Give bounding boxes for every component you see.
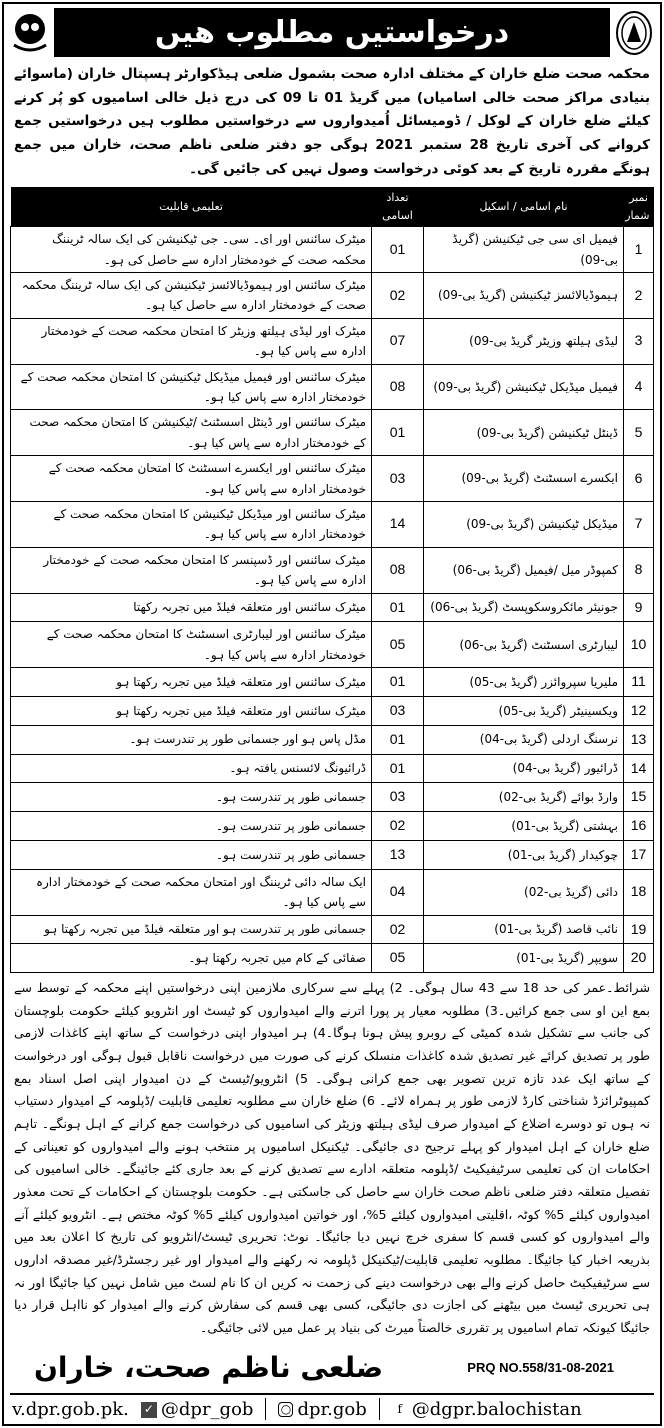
table-row	[11, 725, 654, 754]
count-cell: 02	[372, 915, 424, 944]
qualification-cell: جسمانی طور پر تندرست ہو۔	[11, 812, 372, 841]
twitter-handle[interactable]	[141, 1398, 254, 1421]
qualification-cell: جسمانی طور پر تندرست ہو۔	[11, 783, 372, 812]
divider	[265, 1398, 266, 1420]
table-row	[11, 754, 654, 783]
table-row	[11, 318, 654, 364]
qualification-cell: جسمانی طور پر تندرست ہو اور متعلقہ فیلڈ میں تجربہ رکھتا ہو	[11, 915, 372, 944]
qualification-cell: میٹرک سائنس اور لیبارٹری اسسٹنٹ کا امتحان محکمہ صحت کے خودمختار ادارہ سے پاس کیا ہو۔	[11, 622, 372, 668]
post-cell: نرسنگ اردلی (گریڈ بی-04)	[424, 725, 624, 754]
intro-paragraph: محکمہ صحت ضلع خاران کے مختلف ادارہ صحت بشمول ضلعی ہیڈکوارٹر ہسپتال خاران (ماسوائے بنیادی مراکز صحت خالی اسامیاں) میں گریڈ 01 تا 09 کی درج ذیل خالی اسامیوں کو پُر کرنے کیلئے ضلع خاران کے لوکل / ڈومیسائل اُمیدواروں سے درخواستیں مطلوب ہیں درخواستیں جمع کروانے کی آخری تاریخ 28 ستمبر 2021 ہوگی جو دفتر ضلعی ناظم صحت، خاران میں جمع ہونگے مقررہ تاریخ کے بعد کوئی درخواست وصول نہیں کی جائیں گی۔	[14, 66, 651, 177]
serial-cell: 19	[624, 915, 654, 944]
serial-cell: 4	[624, 364, 654, 410]
serial-cell: 14	[624, 754, 654, 783]
post-cell: وارڈ بوائے (گریڈ بی-02)	[424, 783, 624, 812]
count-cell: 01	[372, 668, 424, 697]
qualification-cell: میٹرک سائنس اور ڈسپنسر کا امتحان محکمہ صحت کے خودمختار ادارہ سے پاس کیا ہو۔	[11, 547, 372, 593]
post-cell: بہشتی (گریڈ بی-01)	[424, 812, 624, 841]
header-count: تعداد اسامی	[372, 187, 424, 227]
facebook-handle[interactable]	[392, 1398, 582, 1421]
count-cell: 03	[372, 783, 424, 812]
website-link[interactable]: v.dpr.gob.pk.	[12, 1398, 129, 1420]
terms-and-conditions: شرائط۔عمر کی حد 18 سے 43 سال ہوگی۔ 2) پہلے سے سرکاری ملازمین اپنی درخواستیں اپنے محکمہ کے توسط سے بمع این او سی جمع کرائیں۔3) مطلوبہ معیار پر پورا اترنے والے امیدواروں کو ٹیسٹ اور انٹرویو کیلئے حکومت بلوچستان کی جانب سے تشکیل شدہ کمیٹی کے روبرو پیش ہونا ہوگا۔4) ہر امیدوار اپنی درخواست کے ساتھ اپنے کاغذات لازمی طور پر تصدیق کرائے غیر تصدیق شدہ کاغذات منسلک کرنے کی صورت میں درخواست ناقابل قبول ہوگی اور درخواست کے ساتھ ایک عدد تازہ ترین تصویر بھی جمع کرانی ہوگی۔ 5) انٹرویو/ٹیسٹ کے دن امیدوار اپنی اصل اسناد بمع کمپیوٹرائزڈ شناختی کارڈ لازمی طور پر ہمراہ لائے۔ 6) ضلع خاران سے مطلوبہ تعلیمی قابلیت /ڈپلومہ کے امیدوار دستیاب نہ ہوں تو دوسرے اضلاع کے امیدوار صرف لیڈی ہیلتھ وزیٹر کی اسامیوں کی درخواست جمع کرانے کے اہل ہونگے۔ تاہم ضلع خاران کے اہل امیدوار کو پہلے ترجیح دی جائیگی۔ ٹیکنیکل اسامیوں پر منتخب ہونے والے امیدواروں کو تعیناتی کے احکامات ان کی تعلیمی سرٹیفیکیٹ /ڈپلومہ متعلقہ ادارے سے تصدیق کرنے کے بعد جاری کئے جائینگے۔ خالی اسامیوں کی تفصیل متعلقہ دفتر ضلعی ناظم صحت خاران سے حاصل کی جاسکتی ہے۔ حکومت بلوچستان کے احکامات کے تحت معذور امیدواروں کیلئے 5% کوٹہ ،اقلیتی امیدواروں کیلئے 5%، اور خواتین امیدواروں کیلئے 5% کوٹہ مختص ہے۔ انٹرویو کیلئے آنے والے امیدواروں کو کسی قسم کا سفری خرچ نہیں دیا جائیگا۔ نوٹ: تحریری ٹیسٹ/انٹرویو کی تاریخ کا اعلان بعد میں بذریعہ اخبار کیا جائیگا۔ مطلوبہ تعلیمی قابلیت/ٹیکنیکل ڈپلومہ نہ رکھنے والے امیدوار اور غیر رجسٹرڈ/غیر مصدقہ اداروں سے سرٹیفیکیٹ حاصل کرنے والے بھی درخواست دینے کی زحمت نہ کریں ان کا نام لسٹ میں شامل نہیں کیا جائیگا اور نہ ہی تحریری ٹیسٹ میں بیٹھنے کی اجازت دی جائیگی، کسی بھی قسم کی سفارش کرنے والے امیدوار کو نااہل قرار دیا جائیگا کیونکہ تمام اسامیوں پر تقرری خالصتاً میرٹ کی بنیاد پر عمل میں لائی جائیگی۔	[14, 980, 651, 1335]
serial-cell: 5	[624, 410, 654, 456]
post-cell: میڈیکل ٹیکنیشن (گریڈ بی-09)	[424, 502, 624, 548]
post-cell: سویپر (گریڈ بی-01)	[424, 944, 624, 973]
table-row	[11, 593, 654, 622]
post-cell: فیمیل میڈیکل ٹیکنیشن (گریڈ بی-09)	[424, 364, 624, 410]
count-cell: 08	[372, 547, 424, 593]
count-cell: 14	[372, 502, 424, 548]
table-row	[11, 668, 654, 697]
serial-cell: 1	[624, 227, 654, 273]
post-cell: ڈرائیور (گریڈ بی-04)	[424, 754, 624, 783]
count-cell: 04	[372, 869, 424, 915]
social-bar	[10, 1393, 654, 1424]
serial-cell: 15	[624, 783, 654, 812]
qualification-cell: میٹرک سائنس اور ہیموڈیالائسز ٹیکنیشن کی ایک سالہ ٹریننگ محکمہ صحت کے خودمختار ادارہ سے حاصل کیا ہو۔	[11, 273, 372, 319]
count-cell: 01	[372, 227, 424, 273]
qualification-cell: میٹرک سائنس اور متعلقہ فیلڈ میں تجربہ رکھتا ہو	[11, 696, 372, 725]
serial-cell: 16	[624, 812, 654, 841]
instagram-icon: ○	[278, 1402, 293, 1417]
count-cell: 02	[372, 273, 424, 319]
qualification-cell: میٹرک اور لیڈی ہیلتھ وزیٹر کا امتحان محکمہ صحت کے خودمختار ادارہ سے پاس کیا ہو۔	[11, 318, 372, 364]
instagram-handle[interactable]	[278, 1398, 366, 1421]
count-cell: 03	[372, 696, 424, 725]
table-row	[11, 502, 654, 548]
post-cell: ایکسرے اسسٹنٹ (گریڈ بی-09)	[424, 456, 624, 502]
count-cell: 05	[372, 944, 424, 973]
advertisement	[2, 2, 662, 1426]
table-row	[11, 456, 654, 502]
table-row	[11, 696, 654, 725]
count-cell: 03	[372, 456, 424, 502]
qualification-cell: میٹرک سائنس اور متعلقہ فیلڈ میں تجربہ رکھتا	[11, 593, 372, 622]
facebook-text: @dgpr.balochistan	[411, 1398, 582, 1420]
count-cell: 07	[372, 318, 424, 364]
qualification-cell: میٹرک سائنس اور ڈینٹل اسسٹنٹ /ٹیکنیشن کا امتحان محکمہ صحت کے خودمختار ادارہ سے پاس کیا ہو۔	[11, 410, 372, 456]
post-cell: کمپوڈر میل /فیمیل (گریڈ بی-06)	[424, 547, 624, 593]
table-row	[11, 812, 654, 841]
post-cell: فیمیل ای سی جی ٹیکنیشن (گریڈ بی-09)	[424, 227, 624, 273]
prq-number: PRQ NO.558/31-08-2021	[467, 1359, 614, 1375]
post-cell: چوکیدار (گریڈ بی-01)	[424, 840, 624, 869]
qualification-cell: ڈرائیونگ لائسنس یافتہ ہو۔	[11, 754, 372, 783]
header-post: نام اسامی / اسکیل	[424, 187, 624, 227]
table-row	[11, 273, 654, 319]
serial-cell: 7	[624, 502, 654, 548]
post-cell: دائی (گریڈ بی-02)	[424, 869, 624, 915]
qualification-cell: میٹرک سائنس اور فیمیل میڈیکل ٹیکنیشن کا امتحان محکمہ صحت کے خودمختار ادارہ سے پاس کیا ہو۔	[11, 364, 372, 410]
qualification-cell: صفائی کے کام میں تجربہ رکھتا ہو۔	[11, 944, 372, 973]
divider	[379, 1398, 380, 1420]
qualification-cell: جسمانی طور پر تندرست ہو۔	[11, 840, 372, 869]
serial-cell: 20	[624, 944, 654, 973]
count-cell: 01	[372, 725, 424, 754]
post-cell: ملیریا سپروائزر (گریڈ بی-05)	[424, 668, 624, 697]
post-cell: ہیموڈیالائسز ٹیکنیشن (گریڈ بی-09)	[424, 273, 624, 319]
count-cell: 05	[372, 622, 424, 668]
table-header-row	[11, 187, 654, 227]
serial-cell: 2	[624, 273, 654, 319]
table-row	[11, 622, 654, 668]
count-cell: 13	[372, 840, 424, 869]
qualification-cell: میٹرک سائنس اور میڈیکل ٹیکنیشن کا امتحان محکمہ صحت کے خودمختار ادارہ سے پاس کیا ہو۔	[11, 502, 372, 548]
facebook-icon: f	[397, 1401, 402, 1416]
table-row	[11, 410, 654, 456]
serial-cell: 11	[624, 668, 654, 697]
table-row	[11, 944, 654, 973]
post-cell: نائب قاصد (گریڈ بی-01)	[424, 915, 624, 944]
count-cell: 01	[372, 754, 424, 783]
qualification-cell: ایک سالہ دائی ٹریننگ اور امتحان محکمہ صحت کے خودمختار ادارہ سے پاس کیا ہو۔	[11, 869, 372, 915]
serial-cell: 9	[624, 593, 654, 622]
post-cell: لیبارٹری اسسٹنٹ (گریڈ بی-06)	[424, 622, 624, 668]
qualification-cell: میٹرک سائنس اور ایکسرے اسسٹنٹ کا امتحان محکمہ صحت کے خودمختار ادارہ سے پاس کیا ہو۔	[11, 456, 372, 502]
post-cell: ڈینٹل ٹیکنیشن (گریڈ بی-09)	[424, 410, 624, 456]
serial-cell: 12	[624, 696, 654, 725]
serial-cell: 13	[624, 725, 654, 754]
count-cell: 08	[372, 364, 424, 410]
government-seal	[614, 8, 654, 57]
page-title: درخواستیں مطلوب ھیں	[54, 8, 610, 57]
post-cell: جونیئر مائکروسکوپسٹ (گریڈ بی-06)	[424, 593, 624, 622]
signature-authority: ضلعی ناظم صحت، خاران	[34, 1350, 384, 1384]
post-cell: ویکسینیٹر (گریڈ بی-05)	[424, 696, 624, 725]
table-row	[11, 783, 654, 812]
serial-cell: 3	[624, 318, 654, 364]
table-row	[11, 227, 654, 273]
qualification-cell: میٹرک سائنس اور ای۔ سی۔ جی ٹیکنیشن کی ایک سالہ ٹریننگ محکمہ صحت کے خودمختار ادارہ سے حاصل کی ہو۔	[11, 227, 372, 273]
serial-cell: 10	[624, 622, 654, 668]
serial-cell: 8	[624, 547, 654, 593]
table-row	[11, 547, 654, 593]
table-row	[11, 915, 654, 944]
post-cell: لیڈی ہیلتھ وزیٹر گریڈ بی-09)	[424, 318, 624, 364]
header-qualification: تعلیمی قابلیت	[11, 187, 372, 227]
signature-row	[10, 1340, 654, 1393]
serial-cell: 6	[624, 456, 654, 502]
instagram-text: dpr.gob	[297, 1398, 367, 1420]
table-row	[11, 840, 654, 869]
twitter-text: @dpr_gob	[160, 1398, 254, 1420]
department-logo	[10, 8, 50, 57]
table-row	[11, 364, 654, 410]
header-serial: نمبر شمار	[624, 187, 654, 227]
serial-cell: 17	[624, 840, 654, 869]
header-band	[10, 8, 654, 57]
count-cell: 01	[372, 593, 424, 622]
table-row	[11, 869, 654, 915]
qualification-cell: میٹرک سائنس اور متعلقہ فیلڈ میں تجربہ رکھتا ہو	[11, 668, 372, 697]
qualification-cell: مڈل پاس ہو اور جسمانی طور پر تندرست ہو۔	[11, 725, 372, 754]
serial-cell: 18	[624, 869, 654, 915]
count-cell: 02	[372, 812, 424, 841]
count-cell: 01	[372, 410, 424, 456]
twitter-icon: ✓	[141, 1402, 157, 1418]
vacancies-table	[10, 187, 654, 973]
